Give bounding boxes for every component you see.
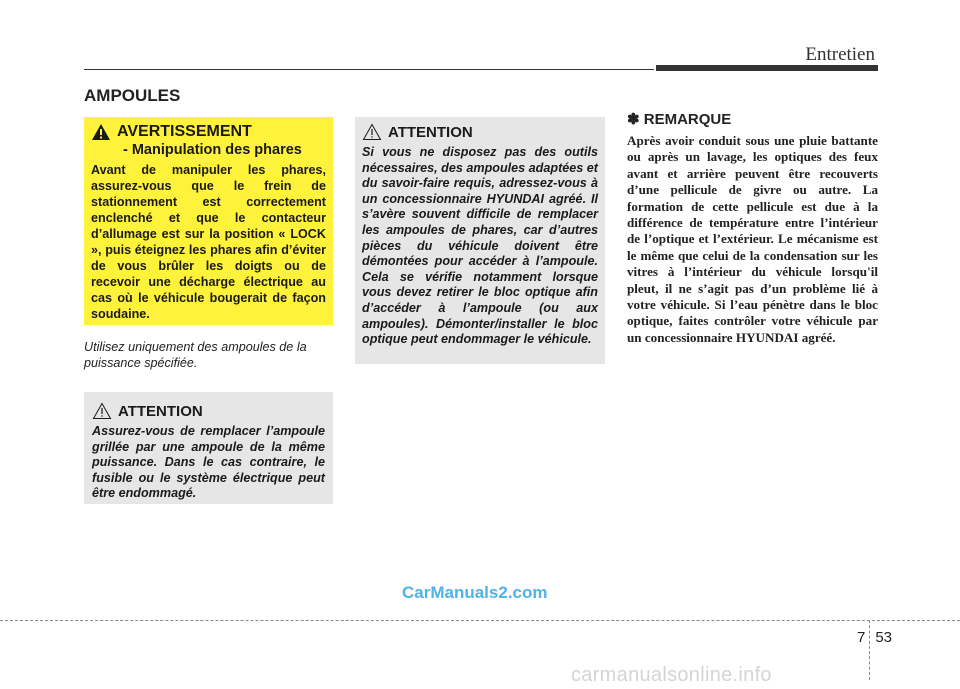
remark-heading [627,110,878,128]
warning-title: AVERTISSEMENT [117,123,252,140]
warning-box [84,117,333,325]
caution-triangle-icon [92,402,112,420]
page-number-value: 53 [875,629,893,646]
attention-1-title: ATTENTION [118,402,203,420]
attention-box-2-header [362,123,598,141]
remark-section [627,110,878,346]
warning-box-header [91,123,326,141]
attention-box-1 [84,392,333,504]
bottom-watermark: carmanualsonline.info [571,664,772,686]
bulb-note: Utilisez uniquement des ampoules de la puissance spécifiée. [84,340,307,370]
attention-1-body: Assurez-vous de remplacer l’ampoule grillée par une ampoule de la même puissance. Dans le cas contraire, le fusible ou le système électrique peut être endommagé. [92,424,325,501]
header-rule [84,69,654,70]
section-title: AMPOULES [84,86,181,105]
attention-2-title: ATTENTION [388,123,473,141]
remark-symbol-icon: ✽ [627,111,640,128]
caution-triangle-icon [362,123,382,141]
footer-rule [0,620,960,621]
remark-title: REMARQUE [643,111,732,128]
attention-box-1-header [92,402,325,420]
attention-box-2 [355,117,605,364]
warning-triangle-icon [91,123,111,141]
header-bar [656,65,878,71]
header-title: Entretien [805,44,875,65]
chapter-number: 7 [857,629,866,646]
warning-subtitle: - Manipulation des phares [123,142,302,158]
remark-body: Après avoir conduit sous une pluie battante ou après un lavage, les optiques des feux avant et arrière peuvent être recouverts d’une pellicule de givre ou autre. La formation de cette pellicule est due à la différence de température entre l’intérieur de l’optique et l’extérieur. Le mécanisme est le même que celui de la condensation sur les vitres à l’intérieur du véhicule lorsqu'il pleut, il ne s’agit pas d’un problème lié à votre véhicule. Si l’eau pénètre dans le bloc optique, faites contrôler votre véhicule par un concessionnaire HYUNDAI agréé. [627,133,878,345]
page-number [857,629,892,689]
page-number-divider [869,620,871,680]
warning-body: Avant de manipuler les phares, assurez-vous que le frein de stationnement est correctement enclenché et que le contacteur d’allumage est sur la position « LOCK », puis éteignez les phares afin d’éviter de vous brûler les doigts ou de recevoir une décharge électrique au cas où le véhicule bougerait de façon soudaine. [91,163,326,321]
watermark-link[interactable]: CarManuals2.com [402,583,548,602]
attention-2-body: Si vous ne disposez pas des outils nécessaires, des ampoules adaptées et du savoir-faire requis, adressez-vous à un concessionnaire HYUNDAI agréé. Il s’avère souvent difficile de remplacer les ampoules de phares, car d’autres pièces du véhicule doivent être démontées pour accéder à l’ampoule. Cela se vérifie notamment lorsque vous devez retirer le bloc optique afin d’accéder à l’ampoule (ou aux ampoules). Démonter/installer le bloc optique peut endommager le véhicule. [362,145,598,347]
